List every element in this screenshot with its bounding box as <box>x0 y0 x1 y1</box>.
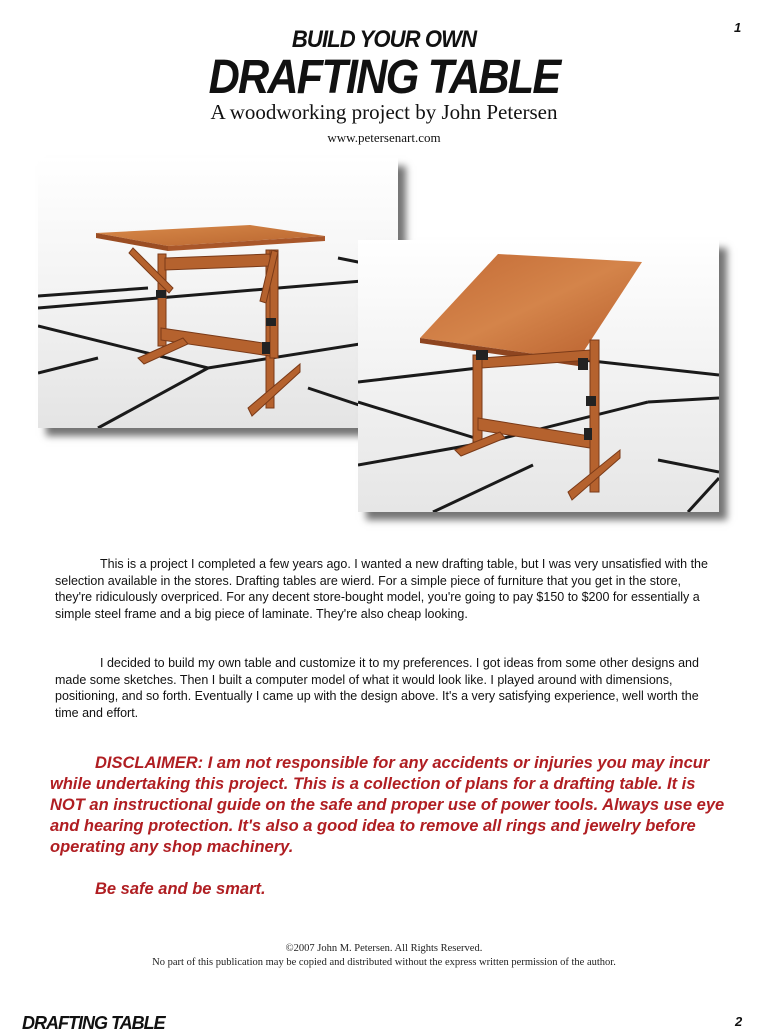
paragraph-1: This is a project I completed a few years ago. I wanted a new drafting table, but I was very unsatisfied with the selection available in the stores. Drafting tables are wierd. For a simple piece of furniture that you get in the store, they're ridiculously overpriced. For any decent store-bought model, you're going to pay $150 to $200 for essentially a simple steel frame and a big piece of laminate. They're also cheap looking. <box>55 557 708 621</box>
copyright-notice: No part of this publication may be copied and distributed without the express written permission of the author. <box>152 957 616 968</box>
page-number: 1 <box>734 20 742 35</box>
table-tilted-render <box>358 240 719 512</box>
subtitle: A woodworking project by John Petersen <box>210 100 558 124</box>
design-paragraph <box>55 655 720 721</box>
safety-closing <box>50 879 730 900</box>
copyright-line: ©2007 John M. Petersen. All Rights Reserved. <box>285 943 483 954</box>
next-page-number: 2 <box>735 1014 743 1029</box>
table-flat-illustration <box>38 158 398 428</box>
page-title: DRAFTING TABLE <box>208 51 560 104</box>
table-tilted-illustration <box>358 240 719 512</box>
table-flat-render <box>38 158 398 428</box>
intro-paragraph <box>55 556 720 622</box>
next-page-header: DRAFTING TABLE <box>22 1013 165 1033</box>
disclaimer-text: DISCLAIMER: I am not responsible for any accidents or injuries you may incur while undertaking this project. This is a collection of plans for a drafting table. It is NOT an instructional guide on the safe and proper use of power tools. Always use eye and hearing protection. It's also a good idea to remove all rings and jewelry before operating any shop machinery. <box>50 754 725 856</box>
paragraph-2: I decided to build my own table and customize it to my preferences. I got ideas from some other designs and made some sketches. Then I built a computer model of what it would look like. I played around with dimensions, positioning, and so forth. Eventually I came up with the design above. It's a very satisfying experience, well worth the time and effort. <box>55 656 699 720</box>
disclaimer <box>50 753 730 858</box>
website-link[interactable]: www.petersenart.com <box>327 130 441 145</box>
title-top: BUILD YOUR OWN <box>291 26 477 53</box>
safety-closing-text: Be safe and be smart. <box>95 880 266 898</box>
